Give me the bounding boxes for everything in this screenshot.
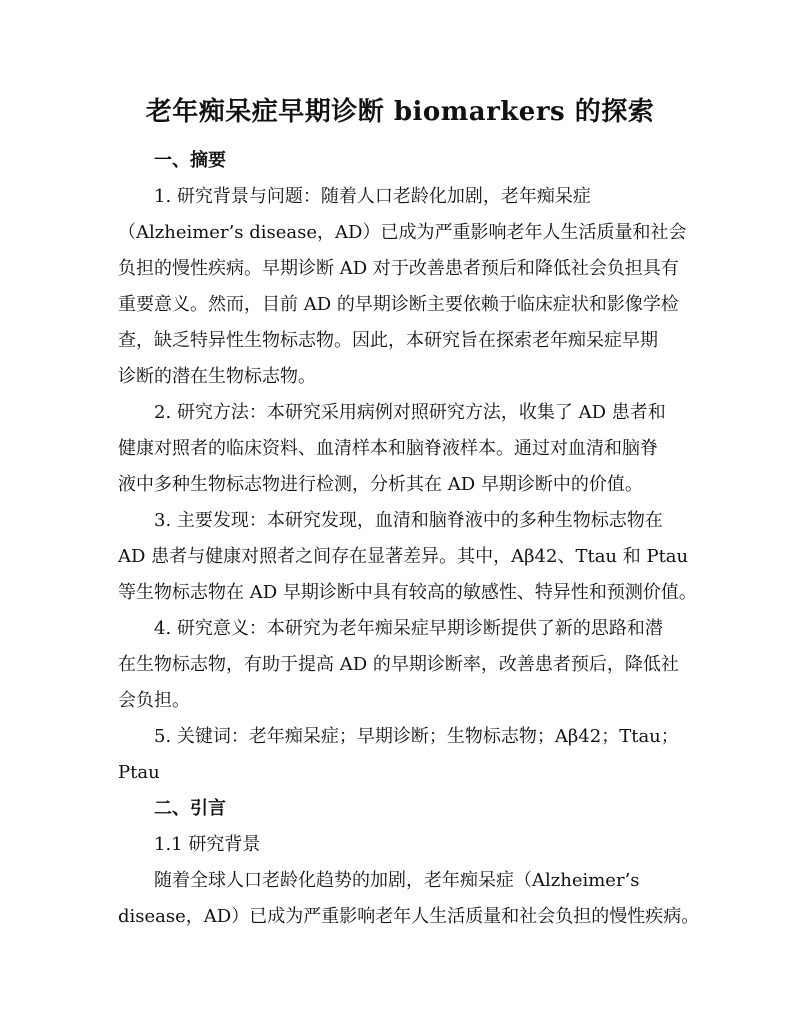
abstract-background-line: 1. 研究背景与问题：随着人口老龄化加剧，老年痴呆症	[154, 186, 591, 207]
abstract-background-line: 查，缺乏特异性生物标志物。因此，本研究旨在探索老年痴呆症早期	[118, 330, 658, 351]
abstract-significance-line: 在生物标志物，有助于提高 AD 的早期诊断率，改善患者预后，降低社	[118, 654, 679, 675]
abstract-keywords-line: Ptau	[118, 762, 160, 783]
section-heading-introduction: 二、引言	[154, 798, 226, 819]
abstract-background-line: 负担的慢性疾病。早期诊断 AD 对于改善患者预后和降低社会负担具有	[118, 258, 679, 279]
abstract-keywords-line: 5. 关键词：老年痴呆症；早期诊断；生物标志物；Aβ42；Ttau；	[154, 726, 679, 747]
abstract-background-line: （Alzheimer’s disease，AD）已成为严重影响老年人生活质量和社会	[118, 222, 687, 243]
abstract-significance-line: 会负担。	[118, 690, 190, 711]
introduction-paragraph-line: 随着全球人口老龄化趋势的加剧，老年痴呆症（Alzheimer’s	[154, 870, 640, 891]
subsection-heading-research-background: 1.1 研究背景	[154, 834, 261, 855]
abstract-methods-line: 2. 研究方法：本研究采用病例对照研究方法，收集了 AD 患者和	[154, 402, 666, 423]
abstract-findings-line: 3. 主要发现：本研究发现，血清和脑脊液中的多种生物标志物在	[154, 510, 663, 531]
document-title: 老年痴呆症早期诊断 biomarkers 的探索	[145, 97, 655, 127]
abstract-findings-line: AD 患者与健康对照者之间存在显著差异。其中，Aβ42、Ttau 和 Ptau	[118, 546, 689, 567]
introduction-paragraph-line: disease，AD）已成为严重影响老年人生活质量和社会负担的慢性疾病。	[118, 906, 700, 927]
abstract-findings-line: 等生物标志物在 AD 早期诊断中具有较高的敏感性、特异性和预测价值。	[118, 582, 697, 603]
abstract-background-line: 诊断的潜在生物标志物。	[118, 366, 316, 387]
abstract-background-line: 重要意义。然而，目前 AD 的早期诊断主要依赖于临床症状和影像学检	[118, 294, 679, 315]
abstract-methods-line: 液中多种生物标志物进行检测，分析其在 AD 早期诊断中的价值。	[118, 474, 643, 495]
section-heading-abstract: 一、摘要	[154, 150, 226, 171]
abstract-methods-line: 健康对照者的临床资料、血清样本和脑脊液样本。通过对血清和脑脊	[118, 438, 658, 459]
abstract-significance-line: 4. 研究意义：本研究为老年痴呆症早期诊断提供了新的思路和潜	[154, 618, 663, 639]
